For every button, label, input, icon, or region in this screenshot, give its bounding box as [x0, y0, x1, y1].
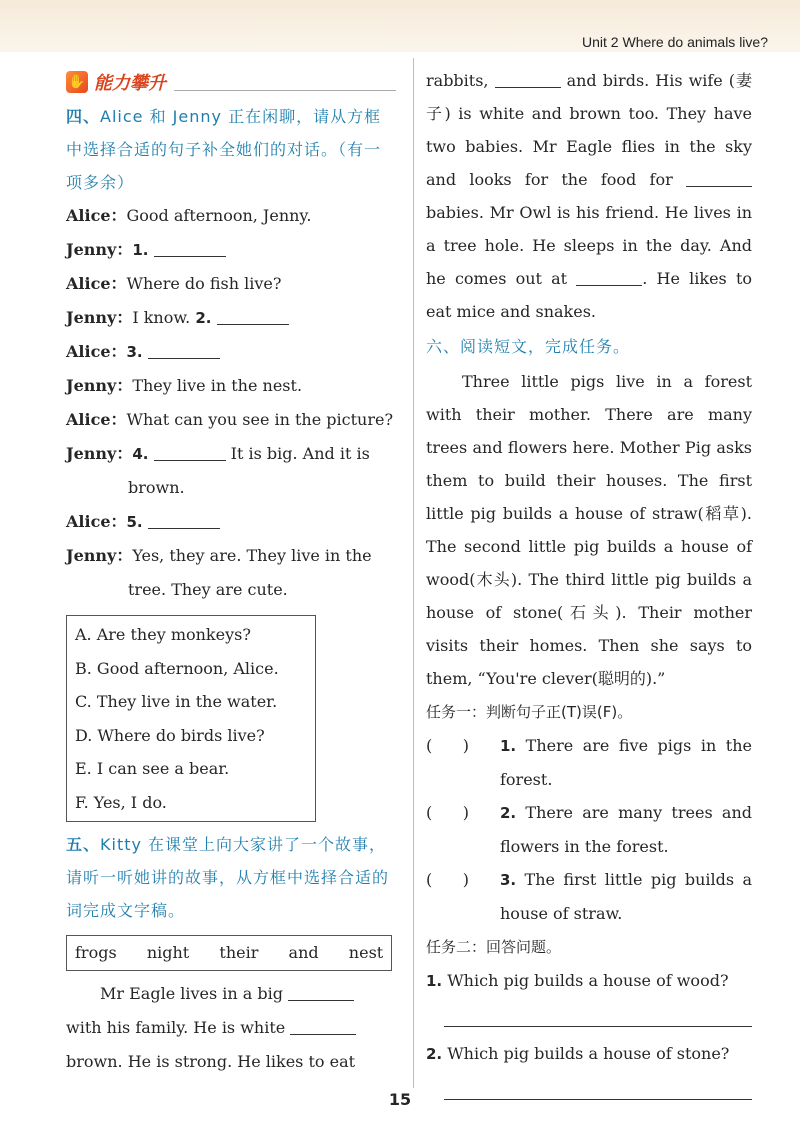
dialogue-line-6: Jenny：They live in the nest.: [66, 376, 303, 395]
dialogue-line-5: Alice：3.: [66, 335, 396, 369]
story-line-2: with his family. He is white: [66, 1011, 396, 1045]
task1-item-1: ( ) 1. There are five pigs in the forest.: [426, 729, 752, 796]
hand-icon: ✋: [66, 71, 88, 93]
task2-question-1: 1. Which pig builds a house of wood?: [426, 971, 729, 990]
badge-divider: [174, 90, 396, 91]
dialogue-line-7: Alice：What can you see in the picture?: [66, 410, 394, 429]
column-divider: [413, 58, 414, 1088]
unit-title: Unit 2 Where do animals live?: [582, 34, 768, 50]
story-blank-2[interactable]: [290, 1016, 356, 1035]
option-f: F. Yes, I do.: [75, 792, 167, 812]
tf-answer-2[interactable]: ( ): [426, 803, 469, 822]
tf-answer-1[interactable]: ( ): [426, 736, 469, 755]
dialogue-line-3: Alice：Where do fish live?: [66, 274, 282, 293]
answer-blank-5[interactable]: [148, 510, 220, 529]
dialogue-line-1: Alice：Good afternoon, Jenny.: [66, 206, 312, 225]
answer-blank-3[interactable]: [148, 340, 220, 359]
dialogue-line-10-cont: tree. They are cute.: [128, 580, 288, 599]
section6-heading: 六、阅读短文，完成任务。: [426, 337, 631, 356]
dialogue-line-2: Jenny：1.: [66, 233, 396, 267]
section5-instructions: Kitty 在课堂上向大家讲了一个故事，请听一听她讲的故事，从方框中选择合适的词完成文字稿。: [66, 835, 390, 920]
pig-passage: Three little pigs live in a forest with their mother. There are many trees and flowers here. Mother Pig asks them to build their houses. The first little pig builds a house of straw(稻草). The second little pig builds a house of wood(木头). The third little pig builds a house of stone(石头). Their mother visits their homes. Then she says to them, “You're clever(聪明的).”: [426, 372, 752, 688]
answer-blank-2[interactable]: [217, 306, 289, 325]
story-blank-5[interactable]: [576, 267, 642, 286]
dialogue-line-8: Jenny：4. It is big. And it is: [66, 444, 370, 463]
word-box: frogs night their and nest: [66, 935, 392, 971]
section4-heading: [66, 100, 396, 199]
ability-badge: [66, 64, 396, 100]
options-box: [66, 615, 316, 822]
dialogue-line-9: Alice：5.: [66, 505, 396, 539]
dialogue-line-10: Jenny：Yes, they are. They live in the: [66, 546, 372, 565]
task1-item-2: ( ) 2. There are many trees and flowers in the forest.: [426, 796, 752, 863]
tf-answer-3[interactable]: ( ): [426, 870, 469, 889]
dialogue-line-8-cont: brown.: [128, 478, 185, 497]
answer-line-1[interactable]: [444, 1004, 752, 1027]
section4-instructions: Alice 和 Jenny 正在闲聊，请从方框中选择合适的句子补全她们的对话。（有一项多余）: [66, 107, 382, 192]
option-a: A. Are they monkeys?: [75, 625, 251, 644]
page-number: 15: [388, 1090, 412, 1109]
story-blank-3[interactable]: [495, 69, 561, 88]
task2-title: 任务二：回答问题。: [426, 938, 562, 956]
badge-label: 能力攀升: [94, 73, 166, 94]
option-c: C. They live in the water.: [75, 692, 278, 711]
story-line-3: brown. He is strong. He likes to eat: [66, 1052, 356, 1071]
story-line-1: Mr Eagle lives in a big: [66, 977, 396, 1011]
option-d: D. Where do birds live?: [75, 725, 265, 745]
section5-number: 五、: [66, 835, 101, 854]
story-blank-4[interactable]: [686, 168, 752, 187]
answer-blank-4[interactable]: [154, 442, 226, 461]
dialogue-line-4: Jenny：I know. 2.: [66, 301, 396, 335]
story-blank-1[interactable]: [288, 982, 354, 1001]
task2-question-2: 2. Which pig builds a house of stone?: [426, 1044, 730, 1063]
task1-item-3: ( ) 3. The first little pig builds a house of straw.: [426, 863, 752, 930]
option-e: E. I can see a bear.: [75, 759, 230, 778]
story-left: [66, 977, 396, 1079]
section4-number: 四、: [66, 107, 101, 126]
task1-title: 任务一：判断句子正(T)误(F)。: [426, 703, 633, 721]
left-column: [66, 64, 396, 1079]
answer-blank-1[interactable]: [154, 238, 226, 257]
option-b: B. Good afternoon, Alice.: [75, 658, 279, 678]
section5-heading: [66, 828, 396, 927]
story-right: rabbits, and birds. His wife (妻子) is white and brown too. They have two babies. Mr Eagle flies in the sky and looks for the food for babies. Mr Owl is his friend. He lives in a tree hole. He sleeps in the day. And he comes out at . He likes to eat mice and snakes.: [426, 71, 752, 321]
dialogue: [66, 199, 396, 607]
right-column: [426, 64, 752, 1110]
